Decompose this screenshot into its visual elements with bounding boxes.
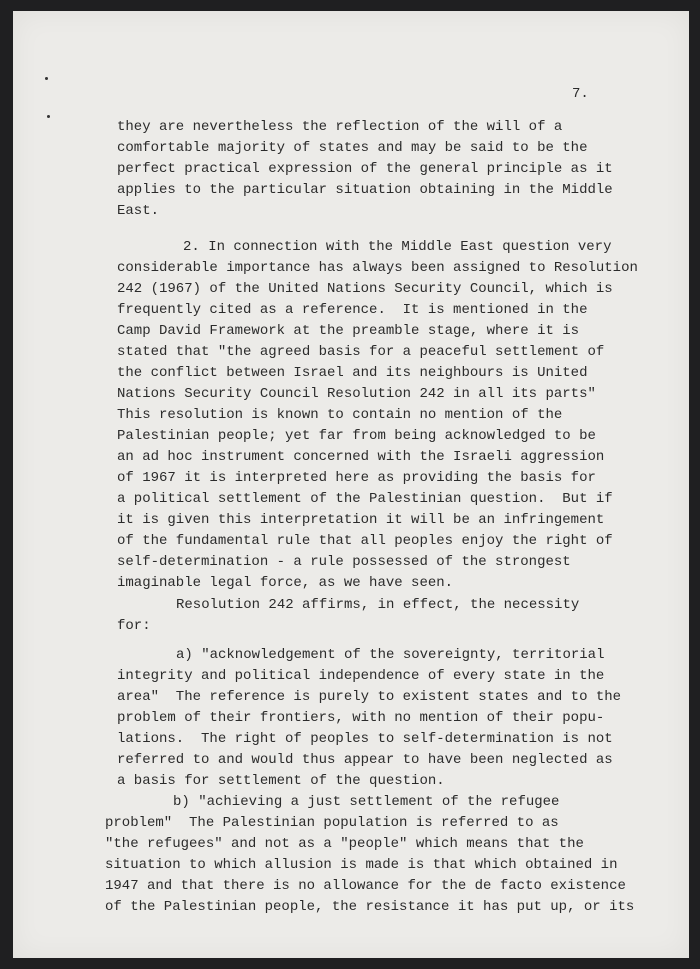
text-line: a basis for settlement of the question. bbox=[117, 773, 445, 789]
text-line: stated that "the agreed basis for a peaceful settlement of bbox=[117, 344, 605, 360]
text-line: of the Palestinian people, the resistance it has put up, or its bbox=[105, 899, 635, 915]
text-line: an ad hoc instrument concerned with the Israeli aggression bbox=[117, 449, 605, 465]
text-line: situation to which allusion is made is that which obtained in bbox=[105, 857, 618, 873]
text-line: "the refugees" and not as a "people" which means that the bbox=[105, 836, 584, 852]
text-line: frequently cited as a reference. It is mentioned in the bbox=[117, 302, 588, 318]
page-body bbox=[13, 11, 638, 915]
text-line: comfortable majority of states and may be said to be the bbox=[117, 140, 588, 156]
text-line: of the fundamental rule that all peoples enjoy the right of bbox=[117, 533, 613, 549]
text-line: they are nevertheless the reflection of the will of a bbox=[117, 119, 563, 135]
document-page bbox=[13, 11, 689, 958]
page-number: 7. bbox=[572, 86, 589, 102]
text-line: integrity and political independence of every state in the bbox=[117, 668, 605, 684]
text-line: 2. In connection with the Middle East question very bbox=[183, 239, 612, 255]
text-line: self-determination - a rule possessed of the strongest bbox=[117, 554, 571, 570]
text-line: b) "achieving a just settlement of the refugee bbox=[173, 794, 560, 810]
text-line: 1947 and that there is no allowance for the de facto existence bbox=[105, 878, 626, 894]
text-line: This resolution is known to contain no mention of the bbox=[117, 407, 563, 423]
text-line: problem" The Palestinian population is referred to as bbox=[105, 815, 559, 831]
text-line: problem of their frontiers, with no mention of their popu- bbox=[117, 710, 605, 726]
text-line: applies to the particular situation obtaining in the Middle bbox=[117, 182, 613, 198]
text-line: referred to and would thus appear to have been neglected as bbox=[117, 752, 613, 768]
text-line: Resolution 242 affirms, in effect, the necessity bbox=[176, 597, 580, 613]
text-line: 242 (1967) of the United Nations Security Council, which is bbox=[117, 281, 613, 297]
text-line: Nations Security Council Resolution 242 in all its parts" bbox=[117, 386, 596, 402]
text-line: imaginable legal force, as we have seen. bbox=[117, 575, 454, 591]
text-line: lations. The right of peoples to self-determination is not bbox=[117, 731, 613, 747]
text-line: Palestinian people; yet far from being acknowledged to be bbox=[117, 428, 596, 444]
text-line: considerable importance has always been assigned to Resolution bbox=[117, 260, 638, 276]
text-line: the conflict between Israel and its neighbours is United bbox=[117, 365, 588, 381]
text-line: for: bbox=[117, 618, 151, 634]
text-line: perfect practical expression of the general principle as it bbox=[117, 161, 613, 177]
text-line: Camp David Framework at the preamble stage, where it is bbox=[117, 323, 580, 339]
text-line: of 1967 it is interpreted here as providing the basis for bbox=[117, 470, 596, 486]
text-line: a) "acknowledgement of the sovereignty, territorial bbox=[176, 647, 605, 663]
margin-mark bbox=[47, 115, 50, 118]
text-line: a political settlement of the Palestinian question. But if bbox=[117, 491, 613, 507]
text-line: it is given this interpretation it will be an infringement bbox=[117, 512, 605, 528]
text-line: East. bbox=[117, 203, 160, 219]
text-line: area" The reference is purely to existent states and to the bbox=[117, 689, 622, 705]
